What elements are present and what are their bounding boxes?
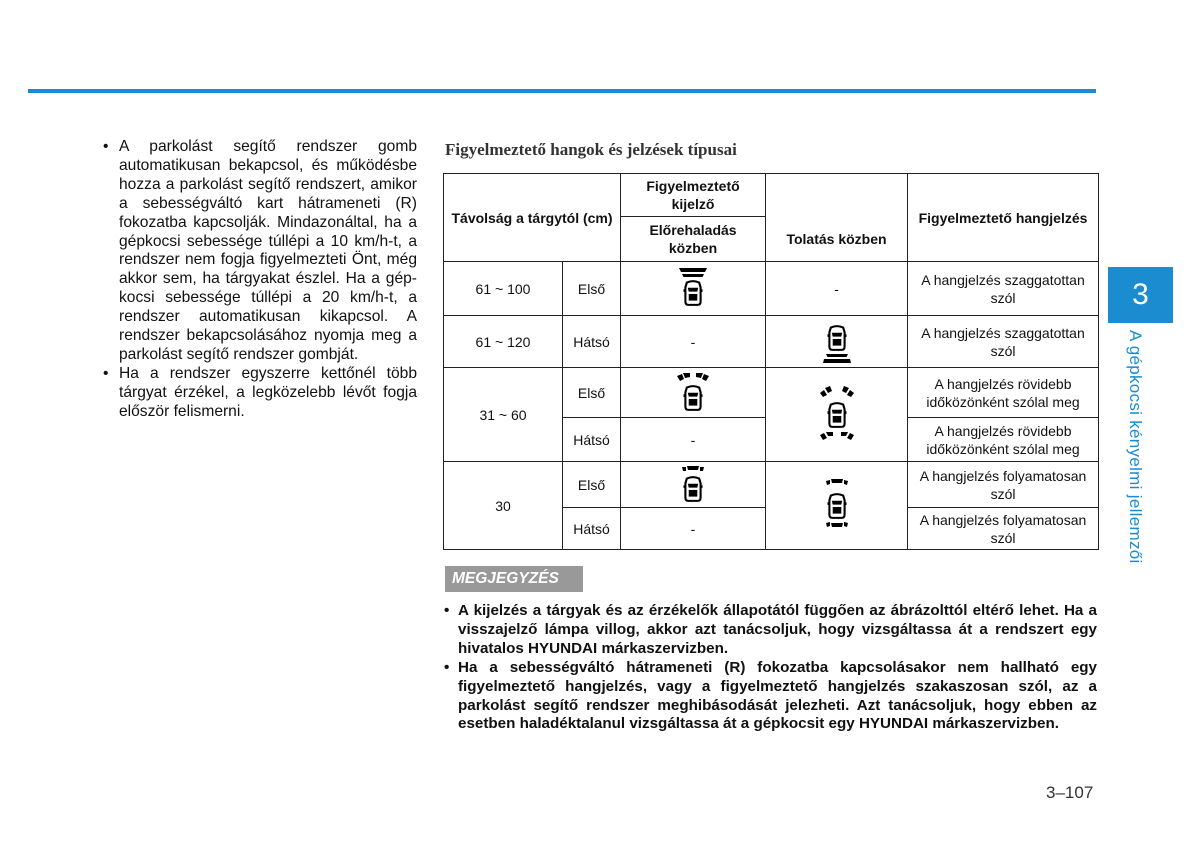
sound-cell: A hangjelzés rövidebb időközönként szólal meg — [908, 418, 1099, 462]
sound-cell: A hangjelzés folyamatosan szól — [908, 462, 1099, 508]
chapter-title-text: A gépkocsi kényelmi jellemzői — [1126, 330, 1145, 564]
top-rule — [28, 89, 1096, 93]
table-row — [444, 262, 1099, 316]
section-heading: Figyelmeztető hangok és jelzések típusai — [445, 140, 737, 159]
left-column — [101, 138, 417, 422]
table-row — [444, 316, 1099, 368]
car-front-rear-warning-icon — [766, 368, 908, 462]
note-list — [443, 602, 1097, 734]
car-front-rear-warning-icon — [766, 462, 908, 550]
page-number: 3–107 — [1046, 783, 1094, 802]
table-row — [444, 462, 1099, 508]
note-badge: MEGJEGYZÉS — [445, 566, 583, 592]
header-reverse: Tolatás közben — [766, 217, 908, 262]
car-front-warning-icon — [621, 262, 766, 316]
chapter-side-title — [1125, 330, 1147, 570]
distance-cell: 31 ~ 60 — [444, 368, 563, 462]
sound-cell: A hangjelzés folyamatosan szól — [908, 508, 1099, 550]
left-bullet: • Ha a rendszer egyszerre kettőnél több tárgyat érzékel, a legközelebb lévőt fogja először felismerni. — [101, 365, 417, 422]
distance-cell: 61 ~ 100 — [444, 262, 563, 316]
forward-cell: - — [621, 418, 766, 462]
position-cell: Hátsó — [563, 508, 621, 550]
header-distance: Távolság a tárgytól (cm) — [444, 174, 621, 262]
car-front-warning-icon — [621, 462, 766, 508]
chapter-tab: 3 — [1108, 267, 1173, 323]
header-sound: Figyelmeztető hangjelzés — [908, 174, 1099, 262]
distance-cell: 61 ~ 120 — [444, 316, 563, 368]
forward-cell: - — [621, 508, 766, 550]
note-bullet: • Ha a sebességváltó hátrameneti (R) fokozatba kapcsolásakor nem hallható egy figyelmeztető hangjelzés, vagy a figyelmeztető hangjelzés szakaszosan szól, az a parkolást segítő rendszer meghibásodását jelezheti. Azt tanácsoljuk, hogy ebben az esetben haladéktalanul vizsgáltassa át a gépkocsit egy HYUNDAI márkaszervizben. — [443, 659, 1097, 735]
note-bullet: • A kijelzés a tárgyak és az érzékelők állapotától függően az ábrázolttól eltérő lehet. Ha a visszajelző lámpa villog, akkor azt tanácsoljuk, hogy vizsgáltassa át a rendszert egy hivatalos HYUNDAI márkaszervizben. — [443, 602, 1097, 659]
left-bullet: • A parkolást segítő rendszer gomb automatikusan bekapcsol, és működésbe hozza a parkolást segítő rendszert, amikor a sebességváltó kart hátrameneti (R) fokozatba kapcsolják. Mindazonáltal, ha a gépkocsi sebessége túllépi a 10 km/h-t, a rendszer nem fogja figyelmezteti Önt, még akkor sem, ha tárgyakat észlel. Ha a gépkocsi sebessége túllépi a 20 km/h-t, a rendszer automatikusan kikapcsol. A rendszer bekapcsolásához nyomja meg a parkolást segítő rendszer gombját. — [101, 138, 417, 365]
position-cell: Hátsó — [563, 418, 621, 462]
position-cell: Első — [563, 462, 621, 508]
distance-cell: 30 — [444, 462, 563, 550]
sound-cell: A hangjelzés szaggatottan szól — [908, 316, 1099, 368]
sound-cell: A hangjelzés szaggatottan szól — [908, 262, 1099, 316]
car-rear-warning-icon — [766, 316, 908, 368]
header-display: Figyelmeztető kijelző — [621, 174, 766, 217]
position-cell: Első — [563, 368, 621, 418]
header-forward: Előrehaladás közben — [621, 217, 766, 262]
warning-table — [443, 173, 1099, 550]
reverse-cell: - — [766, 262, 908, 316]
position-cell: Hátsó — [563, 316, 621, 368]
forward-cell: - — [621, 316, 766, 368]
position-cell: Első — [563, 262, 621, 316]
car-front-warning-icon — [621, 368, 766, 418]
table-row — [444, 368, 1099, 418]
sound-cell: A hangjelzés rövidebb időközönként szólal meg — [908, 368, 1099, 418]
